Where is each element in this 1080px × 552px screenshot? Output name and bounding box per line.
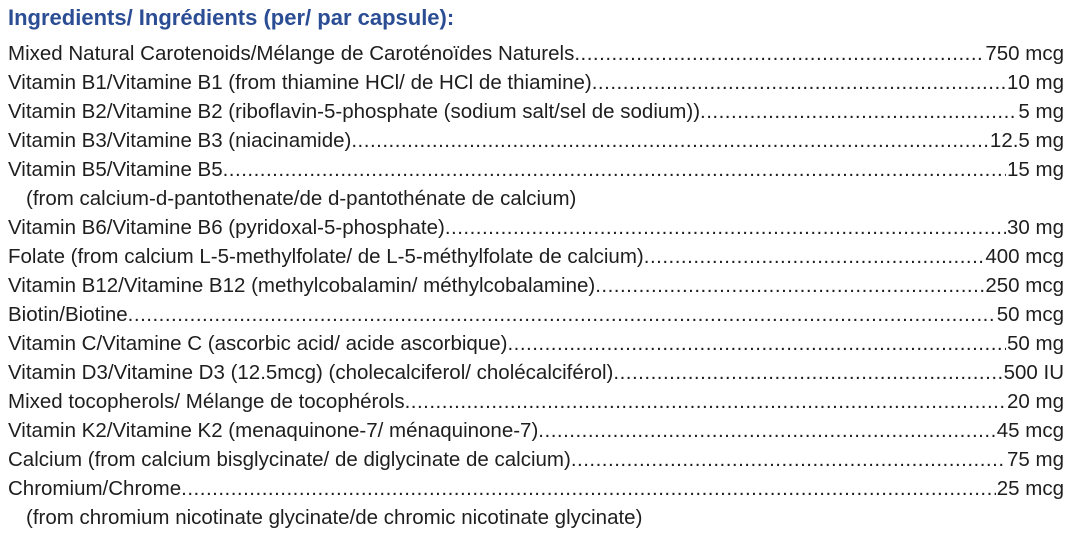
ingredient-row: [8, 97, 1064, 126]
ingredient-name: Vitamin K2/Vitamine K2 (menaquinone-7/ ménaquinone-7): [8, 419, 539, 442]
ingredient-row: [8, 300, 1064, 329]
ingredient-row: [8, 445, 1064, 474]
ingredient-amount: 250 mcg: [985, 274, 1064, 297]
dot-leader: [507, 329, 1006, 358]
ingredient-amount: 12.5 mg: [989, 129, 1064, 152]
ingredient-name: Vitamin B2/Vitamine B2 (riboflavin-5-phosphate (sodium salt/sel de sodium)): [8, 100, 701, 123]
dot-leader: [181, 474, 996, 503]
ingredients-list: [8, 39, 1064, 532]
ingredient-amount: 45 mcg: [996, 419, 1064, 442]
ingredient-amount: 25 mcg: [996, 477, 1064, 500]
ingredient-amount: 50 mcg: [996, 303, 1064, 326]
ingredient-row: [8, 39, 1064, 68]
ingredient-source-note: (from chromium nicotinate glycinate/de chromic nicotinate glycinate): [26, 506, 643, 529]
ingredient-name: Chromium/Chrome: [8, 477, 182, 500]
ingredient-name: Mixed Natural Carotenoids/Mélange de Caroténoïdes Naturels: [8, 42, 575, 65]
dot-leader: [613, 358, 1002, 387]
ingredient-amount: 15 mg: [1007, 158, 1064, 181]
ingredients-heading: Ingredients/ Ingrédients (per/ par capsule):: [8, 5, 455, 30]
ingredient-name: Biotin/Biotine: [8, 303, 128, 326]
ingredient-row: [8, 242, 1064, 271]
ingredient-amount: 750 mcg: [985, 42, 1064, 65]
dot-leader: [351, 126, 989, 155]
ingredient-amount: 500 IU: [1003, 361, 1064, 384]
ingredient-name: Vitamin B1/Vitamine B1 (from thiamine HCl/ de HCl de thiamine): [8, 71, 592, 94]
ingredient-amount: 30 mg: [1007, 216, 1064, 239]
ingredient-row: [8, 474, 1064, 503]
ingredient-row: [8, 126, 1064, 155]
ingredient-amount: 5 mg: [1018, 100, 1064, 123]
ingredient-name: Vitamin B12/Vitamine B12 (methylcobalamin/ méthylcobalamine): [8, 274, 596, 297]
ingredient-row: [8, 155, 1064, 184]
dot-leader: [445, 213, 1006, 242]
ingredient-amount: 20 mg: [1007, 390, 1064, 413]
dot-leader: [405, 387, 1006, 416]
dot-leader: [571, 445, 1006, 474]
dot-leader: [538, 416, 995, 445]
ingredient-amount: 50 mg: [1007, 332, 1064, 355]
ingredient-amount: 75 mg: [1007, 448, 1064, 471]
ingredient-amount: 10 mg: [1007, 71, 1064, 94]
ingredient-name: Vitamin B5/Vitamine B5: [8, 158, 223, 181]
dot-leader: [595, 271, 984, 300]
ingredient-name: Mixed tocopherols/ Mélange de tocophérols: [8, 390, 405, 413]
ingredient-row: [8, 329, 1064, 358]
ingredient-row: [8, 271, 1064, 300]
ingredient-name: Vitamin B3/Vitamine B3 (niacinamide): [8, 129, 352, 152]
ingredient-row: [8, 416, 1064, 445]
dot-leader: [700, 97, 1017, 126]
dot-leader: [223, 155, 1006, 184]
dot-leader: [574, 39, 984, 68]
ingredient-row: [8, 68, 1064, 97]
dot-leader: [644, 242, 985, 271]
ingredient-name: Vitamin D3/Vitamine D3 (12.5mcg) (cholecalciferol/ cholécalciférol): [8, 361, 614, 384]
ingredient-row: [8, 213, 1064, 242]
dot-leader: [592, 68, 1006, 97]
ingredient-name: Calcium (from calcium bisglycinate/ de diglycinate de calcium): [8, 448, 571, 471]
ingredient-row: [8, 387, 1064, 416]
ingredient-name: Folate (from calcium L-5-methylfolate/ de L-5-méthylfolate de calcium): [8, 245, 644, 268]
ingredient-row: [8, 358, 1064, 387]
ingredient-name: Vitamin C/Vitamine C (ascorbic acid/ acide ascorbique): [8, 332, 508, 355]
ingredient-amount: 400 mcg: [985, 245, 1064, 268]
ingredient-name: Vitamin B6/Vitamine B6 (pyridoxal-5-phosphate): [8, 216, 445, 239]
dot-leader: [128, 300, 996, 329]
ingredient-source-note: (from calcium-d-pantothenate/de d-pantothénate de calcium): [26, 187, 577, 210]
